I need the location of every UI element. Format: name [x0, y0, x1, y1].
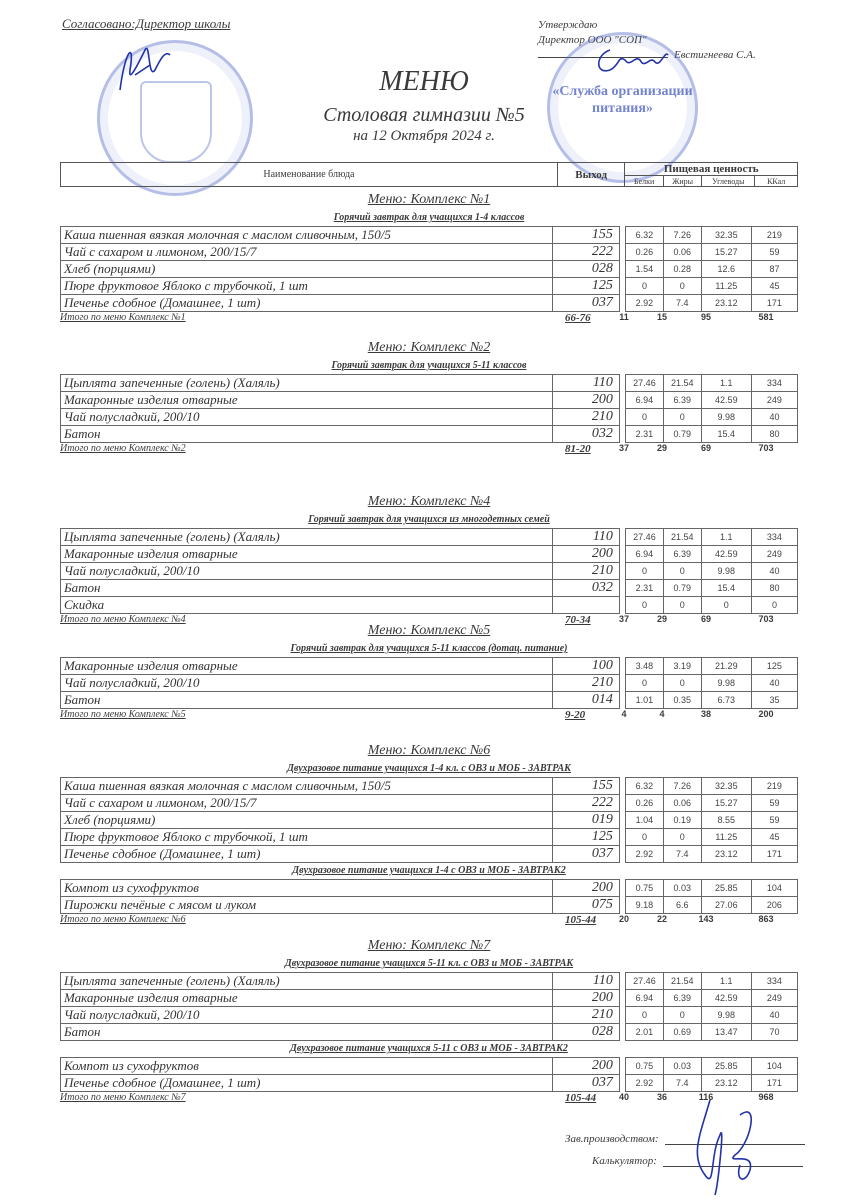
dish-output: 200	[553, 880, 620, 897]
dish-row	[61, 795, 798, 812]
total-label: Итого по меню Комплекс №2	[60, 443, 186, 454]
total-price: 66-76	[565, 312, 591, 324]
dish-fat: 6.39	[663, 546, 701, 563]
dish-fat: 7.26	[663, 227, 701, 244]
dish-fat: 21.54	[663, 375, 701, 392]
dish-output: 032	[553, 580, 620, 597]
total-label: Итого по меню Комплекс №6	[60, 914, 186, 925]
menu-total-row	[60, 443, 798, 457]
dish-carbs: 25.85	[701, 1058, 751, 1075]
dish-name: Компот из сухофруктов	[61, 1058, 553, 1075]
dish-row	[61, 990, 798, 1007]
dish-output: 222	[553, 244, 620, 261]
dish-protein: 0	[626, 278, 664, 295]
meal-group-title: Горячий завтрак для учащихся из многодетных семей	[308, 514, 550, 525]
dish-carbs: 23.12	[701, 295, 751, 312]
total-fat: 36	[656, 1092, 667, 1102]
dish-output: 037	[553, 1075, 620, 1092]
dish-row	[61, 658, 798, 675]
dish-kcal: 59	[751, 244, 797, 261]
dish-table	[60, 657, 798, 709]
dish-row	[61, 426, 798, 443]
dish-protein: 9.18	[626, 897, 664, 914]
dish-fat: 7.4	[663, 295, 701, 312]
dish-fat: 0.06	[663, 795, 701, 812]
dish-carbs: 42.59	[701, 546, 751, 563]
total-price: 105-44	[565, 914, 597, 926]
dish-row	[61, 227, 798, 244]
total-kcal: 703	[758, 614, 774, 624]
dish-output: 125	[553, 829, 620, 846]
dish-kcal: 40	[751, 1007, 797, 1024]
dish-kcal: 125	[751, 658, 797, 675]
dish-row	[61, 897, 798, 914]
col-nutrition: Пищевая ценность	[625, 163, 798, 176]
dish-table	[60, 879, 798, 914]
dish-row	[61, 692, 798, 709]
dish-fat: 7.26	[663, 778, 701, 795]
dish-name: Чай полусладкий, 200/10	[61, 409, 553, 426]
dish-protein: 0.26	[626, 795, 664, 812]
dish-output: 155	[553, 227, 620, 244]
dish-protein: 6.32	[626, 778, 664, 795]
dish-name: Батон	[61, 692, 553, 709]
dish-carbs: 9.98	[701, 1007, 751, 1024]
dish-carbs: 9.98	[701, 563, 751, 580]
dish-carbs: 15.27	[701, 244, 751, 261]
total-fat: 22	[656, 914, 667, 924]
total-label: Итого по меню Комплекс №1	[60, 312, 186, 323]
dish-protein: 0	[626, 1007, 664, 1024]
total-fat: 29	[656, 443, 667, 453]
dish-protein: 6.94	[626, 546, 664, 563]
dish-table	[60, 374, 798, 443]
dish-carbs: 9.98	[701, 409, 751, 426]
dish-name: Пюре фруктовое Яблоко с трубочкой, 1 шт	[61, 278, 553, 295]
dish-row	[61, 409, 798, 426]
total-price: 81-20	[565, 443, 591, 455]
col-output: Выход	[557, 163, 625, 187]
dish-protein: 1.54	[626, 261, 664, 278]
dish-fat: 0.03	[663, 880, 701, 897]
dish-name: Каша пшенная вязкая молочная с маслом сливочным, 150/5	[61, 227, 553, 244]
dish-output: 019	[553, 812, 620, 829]
dish-row	[61, 546, 798, 563]
meal-group-title: Горячий завтрак для учащихся 5-11 классов (дотац. питание)	[290, 643, 568, 654]
dish-protein: 0	[626, 829, 664, 846]
dish-output: 075	[553, 897, 620, 914]
dish-kcal: 40	[751, 409, 797, 426]
dish-kcal: 249	[751, 392, 797, 409]
total-price: 70-34	[565, 614, 591, 626]
dish-name: Печенье сдобное (Домашнее, 1 шт)	[61, 295, 553, 312]
dish-protein: 27.46	[626, 375, 664, 392]
menu-total-row	[60, 914, 798, 928]
dish-name: Батон	[61, 580, 553, 597]
bottom-signature-icon	[680, 1095, 790, 1200]
dish-output: 200	[553, 546, 620, 563]
total-fat: 4	[659, 709, 665, 719]
total-price: 105-44	[565, 1092, 597, 1104]
total-kcal: 200	[758, 709, 774, 719]
dish-kcal: 249	[751, 990, 797, 1007]
menu-section	[60, 936, 798, 1106]
dish-name: Батон	[61, 1024, 553, 1041]
dish-carbs: 1.1	[701, 375, 751, 392]
dish-kcal: 171	[751, 1075, 797, 1092]
menu-title: Меню: Комплекс №2	[367, 340, 491, 355]
total-label: Итого по меню Комплекс №4	[60, 614, 186, 625]
dish-carbs: 42.59	[701, 392, 751, 409]
dish-row	[61, 1007, 798, 1024]
dish-row	[61, 529, 798, 546]
dish-kcal: 45	[751, 278, 797, 295]
total-protein: 20	[618, 914, 629, 924]
total-fat: 29	[656, 614, 667, 624]
total-label: Итого по меню Комплекс №5	[60, 709, 186, 720]
dish-row	[61, 278, 798, 295]
dish-protein: 0.75	[626, 880, 664, 897]
total-label: Итого по меню Комплекс №7	[60, 1092, 186, 1103]
dish-row	[61, 1075, 798, 1092]
dish-fat: 0	[663, 563, 701, 580]
total-protein: 37	[618, 614, 629, 624]
dish-name: Макаронные изделия отварные	[61, 546, 553, 563]
dish-protein: 0.26	[626, 244, 664, 261]
dish-output: 028	[553, 261, 620, 278]
col-kcal: ККал	[755, 176, 798, 187]
dish-carbs: 6.73	[701, 692, 751, 709]
dish-output: 210	[553, 409, 620, 426]
dish-output: 014	[553, 692, 620, 709]
dish-kcal: 59	[751, 795, 797, 812]
dish-protein: 27.46	[626, 529, 664, 546]
dish-carbs: 1.1	[701, 973, 751, 990]
page-title: МЕНЮ	[379, 66, 469, 97]
col-fat: Жиры	[663, 176, 701, 187]
dish-carbs: 15.4	[701, 426, 751, 443]
dish-fat: 0.69	[663, 1024, 701, 1041]
dish-fat: 0.79	[663, 580, 701, 597]
total-carbs: 116	[698, 1092, 714, 1102]
dish-carbs: 11.25	[701, 829, 751, 846]
menu-section	[60, 338, 798, 457]
dish-kcal: 249	[751, 546, 797, 563]
approver-name: Евстигнеева С.А.	[674, 49, 756, 61]
dish-name: Макаронные изделия отварные	[61, 392, 553, 409]
total-price: 9-20	[565, 709, 586, 721]
dish-name: Чай полусладкий, 200/10	[61, 563, 553, 580]
dish-output: 200	[553, 392, 620, 409]
menu-total-row	[60, 709, 798, 723]
calculator-label: Калькулятор:	[592, 1155, 657, 1167]
dish-protein: 0	[626, 675, 664, 692]
dish-protein: 0	[626, 409, 664, 426]
dish-fat: 0	[663, 675, 701, 692]
dish-row	[61, 295, 798, 312]
dish-row	[61, 563, 798, 580]
dish-row	[61, 375, 798, 392]
dish-carbs: 1.1	[701, 529, 751, 546]
dish-protein: 0.75	[626, 1058, 664, 1075]
total-carbs: 69	[700, 443, 711, 453]
dish-kcal: 334	[751, 375, 797, 392]
dish-output: 155	[553, 778, 620, 795]
dish-protein: 0	[626, 597, 664, 614]
dish-name: Чай полусладкий, 200/10	[61, 675, 553, 692]
dish-name: Хлеб (порциями)	[61, 812, 553, 829]
menu-title: Меню: Комплекс №5	[367, 623, 491, 638]
total-protein: 40	[618, 1092, 629, 1102]
dish-carbs: 11.25	[701, 278, 751, 295]
dish-carbs: 13.47	[701, 1024, 751, 1041]
dish-protein: 2.92	[626, 846, 664, 863]
dish-kcal: 206	[751, 897, 797, 914]
total-protein: 4	[621, 709, 627, 719]
dish-row	[61, 244, 798, 261]
total-kcal: 703	[758, 443, 774, 453]
dish-fat: 6.39	[663, 392, 701, 409]
dish-name: Цыплята запеченные (голень) (Халяль)	[61, 973, 553, 990]
dish-protein: 6.94	[626, 392, 664, 409]
meal-group-title: Двухразовое питание учащихся 1-4 с ОВЗ и МОБ - ЗАВТРАК2	[292, 865, 566, 876]
dish-name: Хлеб (порциями)	[61, 261, 553, 278]
total-carbs: 69	[700, 614, 711, 624]
total-kcal: 968	[758, 1092, 774, 1102]
dish-row	[61, 880, 798, 897]
dish-row	[61, 778, 798, 795]
dish-row	[61, 580, 798, 597]
dish-output: 110	[553, 529, 620, 546]
menu-title: Меню: Комплекс №1	[367, 192, 491, 207]
dish-kcal: 80	[751, 580, 797, 597]
menu-section	[60, 741, 798, 928]
dish-output: 125	[553, 278, 620, 295]
page-subtitle: Столовая гимназии №5	[323, 104, 525, 126]
dish-kcal: 80	[751, 426, 797, 443]
dish-protein: 2.92	[626, 295, 664, 312]
dish-carbs: 9.98	[701, 675, 751, 692]
dish-carbs: 23.12	[701, 1075, 751, 1092]
dish-carbs: 8.55	[701, 812, 751, 829]
dish-output: 032	[553, 426, 620, 443]
dish-fat: 0	[663, 409, 701, 426]
total-protein: 37	[618, 443, 629, 453]
col-carbs: Углеводы	[702, 176, 755, 187]
dish-kcal: 104	[751, 880, 797, 897]
total-fat: 15	[656, 312, 667, 322]
dish-protein: 3.48	[626, 658, 664, 675]
dish-output: 037	[553, 295, 620, 312]
total-kcal: 863	[758, 914, 774, 924]
dish-kcal: 334	[751, 529, 797, 546]
dish-row	[61, 261, 798, 278]
column-header-table	[60, 162, 798, 187]
dish-name: Компот из сухофруктов	[61, 880, 553, 897]
dish-protein: 1.01	[626, 692, 664, 709]
dish-kcal: 40	[751, 675, 797, 692]
dish-protein: 2.31	[626, 426, 664, 443]
dish-kcal: 104	[751, 1058, 797, 1075]
dish-fat: 0	[663, 597, 701, 614]
dish-carbs: 25.85	[701, 880, 751, 897]
dish-row	[61, 392, 798, 409]
dish-table	[60, 226, 798, 312]
dish-kcal: 59	[751, 812, 797, 829]
menu-date: на 12 Октября 2024 г.	[353, 128, 495, 144]
dish-kcal: 171	[751, 295, 797, 312]
dish-carbs: 23.12	[701, 846, 751, 863]
total-protein: 11	[619, 312, 629, 322]
dish-carbs: 15.4	[701, 580, 751, 597]
dish-kcal: 35	[751, 692, 797, 709]
dish-carbs: 15.27	[701, 795, 751, 812]
total-carbs: 143	[698, 914, 714, 924]
dish-output: 037	[553, 846, 620, 863]
dish-fat: 0.19	[663, 812, 701, 829]
dish-fat: 0.35	[663, 692, 701, 709]
dish-fat: 0.28	[663, 261, 701, 278]
dish-carbs: 0	[701, 597, 751, 614]
dish-protein: 2.92	[626, 1075, 664, 1092]
agreed-by-label: Согласовано:Директор школы	[62, 16, 231, 31]
menu-section	[60, 492, 798, 628]
dish-kcal: 87	[751, 261, 797, 278]
dish-fat: 7.4	[663, 846, 701, 863]
dish-output: 200	[553, 990, 620, 1007]
dish-fat: 0.79	[663, 426, 701, 443]
dish-name: Пирожки печёные с мясом и луком	[61, 897, 553, 914]
dish-name: Цыплята запеченные (голень) (Халяль)	[61, 375, 553, 392]
meal-group-title: Горячий завтрак для учащихся 1-4 классов	[333, 212, 525, 223]
catering-stamp-icon: «Служба организации питания»	[547, 32, 698, 183]
dish-carbs: 21.29	[701, 658, 751, 675]
dish-fat: 6.39	[663, 990, 701, 1007]
dish-table	[60, 972, 798, 1041]
dish-output: 210	[553, 1007, 620, 1024]
dish-name: Чай с сахаром и лимоном, 200/15/7	[61, 795, 553, 812]
dish-kcal: 0	[751, 597, 797, 614]
dish-row	[61, 1024, 798, 1041]
dish-carbs: 27.06	[701, 897, 751, 914]
dish-name: Печенье сдобное (Домашнее, 1 шт)	[61, 846, 553, 863]
dish-output: 110	[553, 973, 620, 990]
dish-kcal: 171	[751, 846, 797, 863]
dish-fat: 0.06	[663, 244, 701, 261]
total-carbs: 95	[700, 312, 711, 322]
dish-carbs: 32.35	[701, 227, 751, 244]
dish-fat: 6.6	[663, 897, 701, 914]
dish-kcal: 219	[751, 778, 797, 795]
total-carbs: 38	[700, 709, 711, 719]
dish-output: 222	[553, 795, 620, 812]
dish-row	[61, 973, 798, 990]
dish-protein: 2.01	[626, 1024, 664, 1041]
dish-carbs: 12.6	[701, 261, 751, 278]
col-dish-name: Наименование блюда	[61, 163, 558, 187]
dish-fat: 21.54	[663, 973, 701, 990]
dish-output: 210	[553, 563, 620, 580]
dish-row	[61, 597, 798, 614]
dish-protein: 27.46	[626, 973, 664, 990]
dish-output: 110	[553, 375, 620, 392]
meal-group-title: Двухразовое питание учащихся 1-4 кл. с ОВЗ и МОБ - ЗАВТРАК	[287, 763, 571, 774]
dish-output: 028	[553, 1024, 620, 1041]
menu-title: Меню: Комплекс №4	[367, 494, 491, 509]
dish-protein: 1.04	[626, 812, 664, 829]
menu-section	[60, 621, 798, 723]
dish-output	[553, 597, 620, 614]
dish-table	[60, 528, 798, 614]
dish-row	[61, 812, 798, 829]
dish-carbs: 42.59	[701, 990, 751, 1007]
dish-name: Печенье сдобное (Домашнее, 1 шт)	[61, 1075, 553, 1092]
dish-output: 210	[553, 675, 620, 692]
dish-name: Батон	[61, 426, 553, 443]
dish-kcal: 45	[751, 829, 797, 846]
dish-name: Скидка	[61, 597, 553, 614]
menu-title: Меню: Комплекс №7	[367, 938, 491, 953]
dish-fat: 0	[663, 829, 701, 846]
menu-title: Меню: Комплекс №6	[367, 743, 491, 758]
dish-name: Пюре фруктовое Яблоко с трубочкой, 1 шт	[61, 829, 553, 846]
dish-row	[61, 829, 798, 846]
approved-label: Утверждаю	[538, 19, 598, 31]
dish-fat: 0	[663, 1007, 701, 1024]
menu-section	[60, 190, 798, 326]
dish-kcal: 70	[751, 1024, 797, 1041]
dish-name: Чай полусладкий, 200/10	[61, 1007, 553, 1024]
dish-fat: 21.54	[663, 529, 701, 546]
dish-fat: 0.03	[663, 1058, 701, 1075]
production-head-label: Зав.производством:	[565, 1133, 659, 1145]
dish-protein: 0	[626, 563, 664, 580]
total-kcal: 581	[758, 312, 774, 322]
dish-carbs: 32.35	[701, 778, 751, 795]
dish-table	[60, 1057, 798, 1092]
meal-group-title: Двухразовое питание учащихся 5-11 кл. с ОВЗ и МОБ - ЗАВТРАК	[284, 958, 574, 969]
dish-fat: 3.19	[663, 658, 701, 675]
dish-fat: 0	[663, 278, 701, 295]
dish-output: 200	[553, 1058, 620, 1075]
menu-total-row	[60, 312, 798, 326]
approver-title: Директор ООО "СОП"	[538, 34, 647, 46]
dish-output: 100	[553, 658, 620, 675]
dish-kcal: 40	[751, 563, 797, 580]
dish-kcal: 219	[751, 227, 797, 244]
dish-protein: 6.94	[626, 990, 664, 1007]
dish-protein: 2.31	[626, 580, 664, 597]
dish-row	[61, 675, 798, 692]
dish-table	[60, 777, 798, 863]
dish-row	[61, 1058, 798, 1075]
dish-name: Каша пшенная вязкая молочная с маслом сливочным, 150/5	[61, 778, 553, 795]
dish-kcal: 334	[751, 973, 797, 990]
dish-name: Макаронные изделия отварные	[61, 990, 553, 1007]
dish-name: Чай с сахаром и лимоном, 200/15/7	[61, 244, 553, 261]
dish-fat: 7.4	[663, 1075, 701, 1092]
dish-protein: 6.32	[626, 227, 664, 244]
dish-row	[61, 846, 798, 863]
dish-name: Макаронные изделия отварные	[61, 658, 553, 675]
meal-group-title: Двухразовое питание учащихся 5-11 с ОВЗ и МОБ - ЗАВТРАК2	[290, 1043, 568, 1054]
dish-name: Цыплята запеченные (голень) (Халяль)	[61, 529, 553, 546]
col-protein: Белки	[625, 176, 663, 187]
meal-group-title: Горячий завтрак для учащихся 5-11 классов	[331, 360, 527, 371]
